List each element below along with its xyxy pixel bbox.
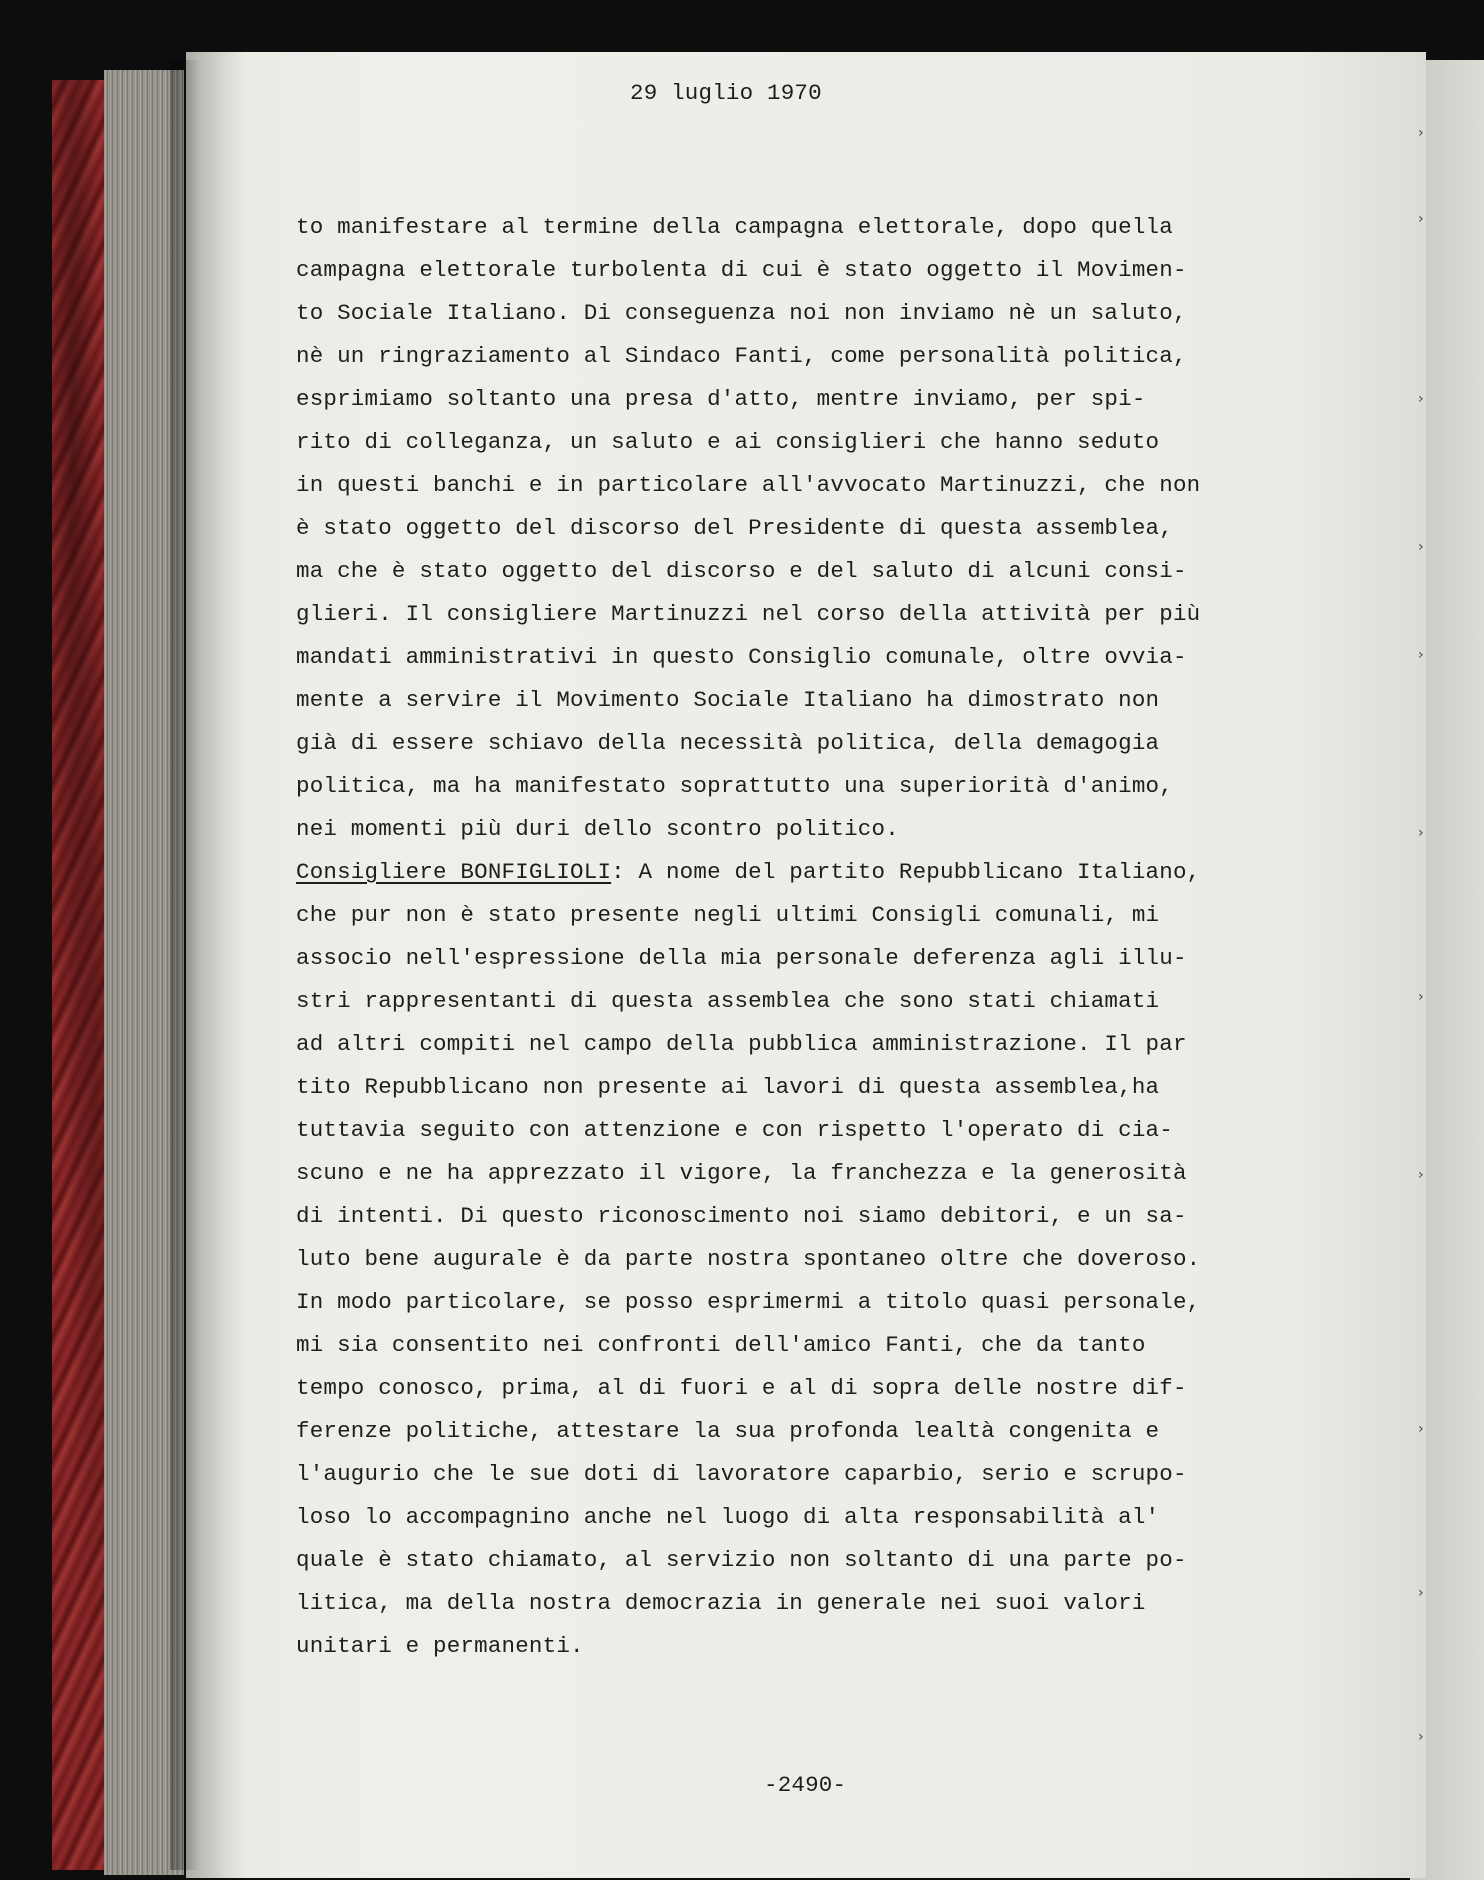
speaker-name: Consigliere BONFIGLIOLI (296, 859, 612, 885)
text-line: già di essere schiavo della necessità politica, della demagogia (296, 730, 1160, 756)
staple-mark: › (1418, 1585, 1424, 1601)
text-line: che pur non è stato presente negli ultimi Consigli comunali, mi (296, 902, 1160, 928)
text-line: In modo particolare, se posso esprimermi a titolo quasi personale, (296, 1289, 1201, 1315)
page-date-header: 29 luglio 1970 (630, 80, 822, 106)
speaker-line (296, 851, 1276, 894)
text-line: nè un ringraziamento al Sindaco Fanti, come personalità politica, (296, 343, 1187, 369)
text-line: mente a servire il Movimento Sociale Italiano ha dimostrato non (296, 687, 1160, 713)
staple-mark: › (1418, 211, 1424, 227)
text-line: rito di colleganza, un saluto e ai consiglieri che hanno seduto (296, 429, 1160, 455)
text-line: politica, ma ha manifestato soprattutto una superiorità d'animo, (296, 773, 1173, 799)
staple-mark: › (1418, 825, 1424, 841)
text-line: unitari e permanenti. (296, 1633, 584, 1659)
text-line: è stato oggetto del discorso del Presidente di questa assemblea, (296, 515, 1173, 541)
text-line: glieri. Il consigliere Martinuzzi nel corso della attività per più (296, 601, 1201, 627)
text-line: luto bene augurale è da parte nostra spontaneo oltre che doveroso. (296, 1246, 1201, 1272)
document-body (296, 206, 1276, 1668)
text-line: stri rappresentanti di questa assemblea che sono stati chiamati (296, 988, 1160, 1014)
text-line: scuno e ne ha apprezzato il vigore, la franchezza e la generosità (296, 1160, 1187, 1186)
text-line: l'augurio che le sue doti di lavoratore caparbio, serio e scrupo- (296, 1461, 1187, 1487)
text-line: tito Repubblicano non presente ai lavori di questa assemblea,ha (296, 1074, 1160, 1100)
page-number: -2490- (764, 1772, 847, 1798)
text-line: campagna elettorale turbolenta di cui è stato oggetto il Movimen- (296, 257, 1187, 283)
staple-mark: › (1418, 1421, 1424, 1437)
staple-mark: › (1418, 1167, 1424, 1183)
staple-mark: › (1418, 647, 1424, 663)
speaker-line-text: : A nome del partito Repubblicano Italiano, (611, 859, 1201, 885)
text-line: di intenti. Di questo riconoscimento noi siamo debitori, e un sa- (296, 1203, 1187, 1229)
text-line: to Sociale Italiano. Di conseguenza noi non inviamo nè un saluto, (296, 300, 1187, 326)
staple-mark: › (1418, 539, 1424, 555)
staple-mark: › (1418, 391, 1424, 407)
page-shadow (170, 60, 200, 1870)
text-line: esprimiamo soltanto una presa d'atto, mentre inviamo, per spi- (296, 386, 1146, 412)
staple-mark: › (1418, 125, 1424, 141)
text-line: mandati amministrativi in questo Consiglio comunale, oltre ovvia- (296, 644, 1187, 670)
text-line: associo nell'espressione della mia personale deferenza agli illu- (296, 945, 1187, 971)
text-line: to manifestare al termine della campagna elettorale, dopo quella (296, 214, 1173, 240)
text-line: tempo conosco, prima, al di fuori e al di sopra delle nostre dif- (296, 1375, 1187, 1401)
text-line: ad altri compiti nel campo della pubblica amministrazione. Il par (296, 1031, 1187, 1057)
text-line: nei momenti più duri dello scontro politico. (296, 816, 899, 842)
text-line: loso lo accompagnino anche nel luogo di alta responsabilità al' (296, 1504, 1160, 1530)
text-line: in questi banchi e in particolare all'avvocato Martinuzzi, che non (296, 472, 1201, 498)
staple-mark: › (1418, 1729, 1424, 1745)
text-line: litica, ma della nostra democrazia in generale nei suoi valori (296, 1590, 1146, 1616)
text-line: mi sia consentito nei confronti dell'amico Fanti, che da tanto (296, 1332, 1146, 1358)
text-line: ferenze politiche, attestare la sua profonda lealtà congenita e (296, 1418, 1160, 1444)
staple-mark: › (1418, 989, 1424, 1005)
text-line: quale è stato chiamato, al servizio non soltanto di una parte po- (296, 1547, 1187, 1573)
text-line: ma che è stato oggetto del discorso e del saluto di alcuni consi- (296, 558, 1187, 584)
text-line: tuttavia seguito con attenzione e con rispetto l'operato di cia- (296, 1117, 1173, 1143)
